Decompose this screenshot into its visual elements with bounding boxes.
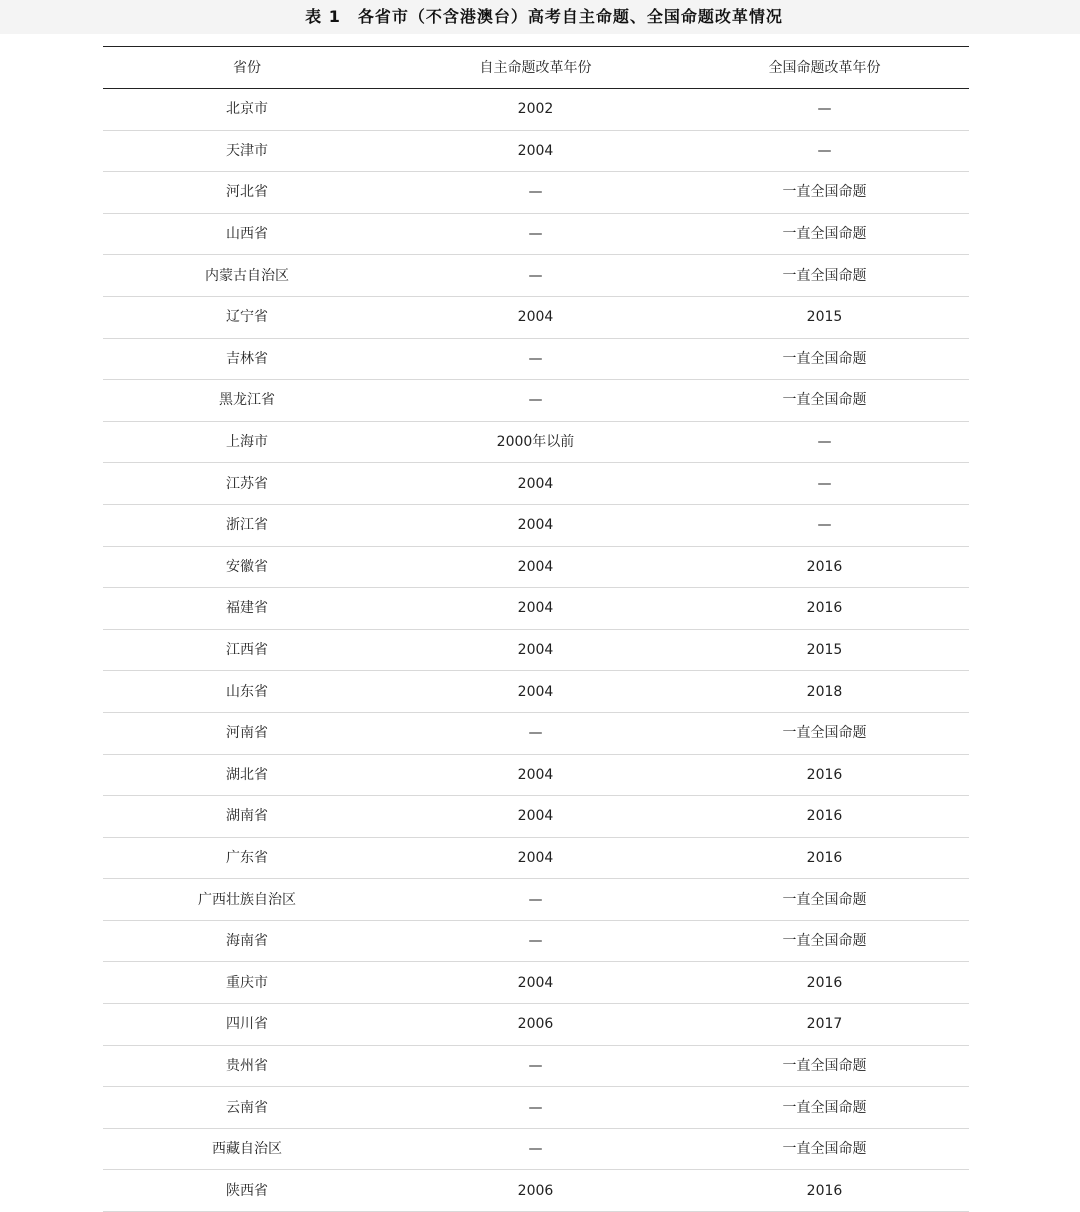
self-proposition-year-cell: 2004 [517,766,554,783]
self-proposition-year-cell: 2004 [517,142,554,159]
table-row [103,755,969,797]
national-proposition-year-cell: 一直全国命题 [782,350,867,367]
table-row [103,838,969,880]
self-proposition-year-cell: — [528,1141,543,1158]
header-national-proposition-year: 全国命题改革年份 [768,59,881,76]
table-row [103,796,969,838]
national-proposition-year-cell: 一直全国命题 [782,226,867,243]
province-cell: 广西壮族自治区 [198,891,296,908]
province-cell: 黑龙江省 [219,392,275,409]
self-proposition-year-cell: — [528,184,543,201]
table-row [103,463,969,505]
national-proposition-year-cell: 2016 [806,849,843,866]
self-proposition-year-cell: 2004 [517,808,554,825]
self-proposition-year-cell: — [528,725,543,742]
self-proposition-year-cell: — [528,933,543,950]
self-proposition-year-cell: — [528,350,543,367]
national-proposition-year-cell: 一直全国命题 [782,184,867,201]
national-proposition-year-cell: 一直全国命题 [782,1141,867,1158]
table-row [103,962,969,1004]
province-cell: 湖北省 [226,766,268,783]
national-proposition-year-cell: 2016 [806,974,843,991]
table-row [103,339,969,381]
national-proposition-year-cell: 一直全国命题 [782,267,867,284]
national-proposition-year-cell: 一直全国命题 [782,891,867,908]
national-proposition-year-cell: — [817,517,832,534]
table-row [103,588,969,630]
national-proposition-year-cell: — [817,142,832,159]
national-proposition-year-cell: 2016 [806,766,843,783]
national-proposition-year-cell: 2017 [806,1016,843,1033]
reform-table [103,46,969,1212]
table-row [103,1087,969,1129]
table-row [103,921,969,963]
national-proposition-year-cell: — [817,101,832,118]
self-proposition-year-cell: 2004 [517,849,554,866]
national-proposition-year-cell: — [817,475,832,492]
province-cell: 西藏自治区 [212,1141,282,1158]
national-proposition-year-cell: — [817,434,832,451]
national-proposition-year-cell: 2015 [806,309,843,326]
province-cell: 广东省 [226,849,268,866]
table-row [103,1129,969,1171]
table-body [103,89,969,1212]
national-proposition-year-cell: 一直全国命题 [782,1099,867,1116]
national-proposition-year-cell: 一直全国命题 [782,933,867,950]
province-cell: 天津市 [226,142,268,159]
province-cell: 浙江省 [226,517,268,534]
self-proposition-year-cell: — [528,1057,543,1074]
province-cell: 吉林省 [226,350,268,367]
province-cell: 河南省 [226,725,268,742]
self-proposition-year-cell: 2004 [517,600,554,617]
table-row [103,297,969,339]
table-row [103,255,969,297]
self-proposition-year-cell: 2002 [517,101,554,118]
national-proposition-year-cell: 2016 [806,600,843,617]
province-cell: 江西省 [226,642,268,659]
self-proposition-year-cell: — [528,1099,543,1116]
self-proposition-year-cell: 2004 [517,683,554,700]
province-cell: 贵州省 [226,1057,268,1074]
province-cell: 福建省 [226,600,268,617]
province-cell: 上海市 [226,434,268,451]
self-proposition-year-cell: 2004 [517,309,554,326]
table-row [103,630,969,672]
province-cell: 内蒙古自治区 [205,267,289,284]
table-row [103,422,969,464]
table-row [103,1004,969,1046]
table-row [103,172,969,214]
header-province: 省份 [233,59,261,76]
province-cell: 云南省 [226,1099,268,1116]
province-cell: 重庆市 [226,974,268,991]
self-proposition-year-cell: 2004 [517,642,554,659]
table-row [103,713,969,755]
national-proposition-year-cell: 2018 [806,683,843,700]
province-cell: 山东省 [226,683,268,700]
title-bar [0,0,1080,34]
table-row [103,1170,969,1212]
table-header-row [103,47,969,89]
province-cell: 陕西省 [226,1182,268,1199]
national-proposition-year-cell: 一直全国命题 [782,1057,867,1074]
self-proposition-year-cell: 2004 [517,517,554,534]
self-proposition-year-cell: 2004 [517,475,554,492]
table-row [103,505,969,547]
province-cell: 北京市 [226,101,268,118]
table-title: 表 1 各省市（不含港澳台）高考自主命题、全国命题改革情况 [305,7,783,26]
province-cell: 河北省 [226,184,268,201]
table-row [103,380,969,422]
province-cell: 四川省 [226,1016,268,1033]
header-self-proposition-year: 自主命题改革年份 [479,59,592,76]
national-proposition-year-cell: 2016 [806,558,843,575]
self-proposition-year-cell: 2004 [517,974,554,991]
table-row [103,671,969,713]
self-proposition-year-cell: 2006 [517,1182,554,1199]
self-proposition-year-cell: — [528,226,543,243]
table-row [103,879,969,921]
self-proposition-year-cell: — [528,267,543,284]
self-proposition-year-cell: 2004 [517,558,554,575]
province-cell: 山西省 [226,226,268,243]
self-proposition-year-cell: 2000年以前 [496,434,575,451]
table-row [103,1046,969,1088]
province-cell: 江苏省 [226,475,268,492]
table-row [103,547,969,589]
province-cell: 辽宁省 [226,309,268,326]
national-proposition-year-cell: 一直全国命题 [782,725,867,742]
self-proposition-year-cell: — [528,891,543,908]
self-proposition-year-cell: — [528,392,543,409]
national-proposition-year-cell: 2015 [806,642,843,659]
table-row [103,89,969,131]
national-proposition-year-cell: 2016 [806,1182,843,1199]
self-proposition-year-cell: 2006 [517,1016,554,1033]
national-proposition-year-cell: 一直全国命题 [782,392,867,409]
table-row [103,131,969,173]
national-proposition-year-cell: 2016 [806,808,843,825]
table-row [103,214,969,256]
province-cell: 安徽省 [226,558,268,575]
province-cell: 海南省 [226,933,268,950]
province-cell: 湖南省 [226,808,268,825]
